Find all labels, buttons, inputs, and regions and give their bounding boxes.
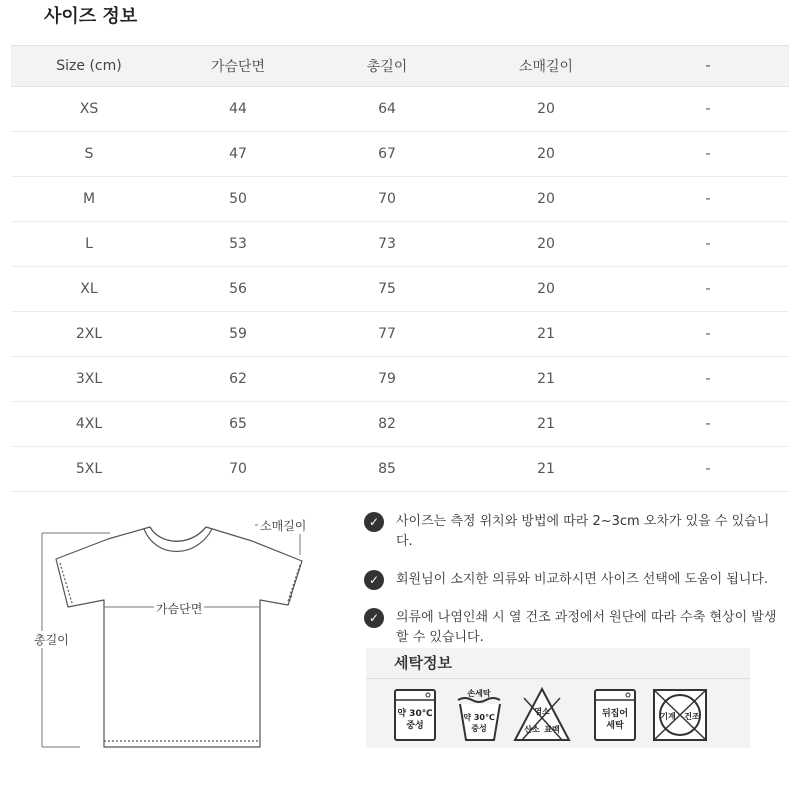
table-row xyxy=(11,357,789,402)
check-icon: ✓ xyxy=(364,570,384,590)
cell-extra: - xyxy=(627,447,789,492)
svg-text:염소: 염소 xyxy=(534,707,550,716)
header-extra: - xyxy=(627,46,789,87)
cell-extra: - xyxy=(627,267,789,312)
cell-sleeve: 20 xyxy=(465,177,627,222)
no-bleach-icon xyxy=(512,686,568,744)
cell-sleeve: 21 xyxy=(465,357,627,402)
cell-length: 85 xyxy=(309,447,465,492)
cell-length: 67 xyxy=(309,132,465,177)
size-notes xyxy=(364,512,784,666)
chest-width-label: 가슴단면 xyxy=(156,602,203,616)
hand-wash-30-icon xyxy=(452,686,508,744)
cell-chest: 59 xyxy=(167,312,309,357)
table-row xyxy=(11,132,789,177)
cell-size: XS xyxy=(11,87,167,132)
cell-chest: 65 xyxy=(167,402,309,447)
svg-text:약 30℃: 약 30℃ xyxy=(397,709,433,719)
cell-size: 2XL xyxy=(11,312,167,357)
cell-sleeve: 21 xyxy=(465,312,627,357)
svg-text:표백: 표백 xyxy=(544,725,560,734)
header-size: Size (cm) xyxy=(11,46,167,87)
page-title: 사이즈 정보 xyxy=(44,6,138,27)
cell-length: 73 xyxy=(309,222,465,267)
header-length: 총길이 xyxy=(309,46,465,87)
machine-wash-30-icon xyxy=(388,686,444,744)
care-info xyxy=(366,648,750,748)
cell-sleeve: 20 xyxy=(465,222,627,267)
table-row xyxy=(11,402,789,447)
cell-size: XL xyxy=(11,267,167,312)
svg-text:중성: 중성 xyxy=(471,724,487,733)
cell-sleeve: 20 xyxy=(465,132,627,177)
svg-text:세탁: 세탁 xyxy=(606,721,624,731)
table-row xyxy=(11,177,789,222)
wash-inside-out-icon xyxy=(588,686,644,744)
cell-extra: - xyxy=(627,222,789,267)
no-tumble-dry-icon xyxy=(650,686,706,744)
cell-chest: 44 xyxy=(167,87,309,132)
cell-chest: 53 xyxy=(167,222,309,267)
size-table xyxy=(11,45,789,492)
table-row xyxy=(11,312,789,357)
cell-size: L xyxy=(11,222,167,267)
svg-text:건조: 건조 xyxy=(684,712,700,721)
cell-extra: - xyxy=(627,177,789,222)
table-header-row xyxy=(11,46,789,87)
cell-chest: 62 xyxy=(167,357,309,402)
cell-extra: - xyxy=(627,312,789,357)
cell-length: 70 xyxy=(309,177,465,222)
note-item xyxy=(364,570,784,590)
measurement-diagram xyxy=(20,505,320,765)
cell-sleeve: 20 xyxy=(465,87,627,132)
cell-length: 64 xyxy=(309,87,465,132)
svg-text:기계: 기계 xyxy=(660,712,676,721)
cell-chest: 56 xyxy=(167,267,309,312)
svg-text:산소: 산소 xyxy=(524,725,540,734)
check-icon: ✓ xyxy=(364,608,384,628)
cell-extra: - xyxy=(627,357,789,402)
sleeve-length-label: 소매길이 xyxy=(260,519,307,533)
svg-text:뒤집어: 뒤집어 xyxy=(601,709,629,719)
note-item xyxy=(364,512,784,552)
cell-chest: 50 xyxy=(167,177,309,222)
cell-length: 75 xyxy=(309,267,465,312)
svg-text:중성: 중성 xyxy=(406,721,424,731)
table-row xyxy=(11,447,789,492)
cell-length: 82 xyxy=(309,402,465,447)
cell-length: 79 xyxy=(309,357,465,402)
cell-sleeve: 21 xyxy=(465,447,627,492)
cell-size: 3XL xyxy=(11,357,167,402)
svg-text:약 30℃: 약 30℃ xyxy=(463,713,495,722)
note-text: 회원님이 소지한 의류와 비교하시면 사이즈 선택에 도움이 됩니다. xyxy=(396,572,769,587)
table-row xyxy=(11,222,789,267)
header-sleeve: 소매길이 xyxy=(465,46,627,87)
note-text: 의류에 나염인쇄 시 열 건조 과정에서 원단에 따라 수축 현상이 발생할 수 있습니다. xyxy=(396,610,777,645)
cell-extra: - xyxy=(627,402,789,447)
note-item xyxy=(364,608,784,648)
cell-size: M xyxy=(11,177,167,222)
header-chest: 가슴단면 xyxy=(167,46,309,87)
cell-extra: - xyxy=(627,87,789,132)
cell-chest: 47 xyxy=(167,132,309,177)
cell-size: 4XL xyxy=(11,402,167,447)
care-title: 세탁정보 xyxy=(394,654,452,672)
cell-length: 77 xyxy=(309,312,465,357)
cell-extra: - xyxy=(627,132,789,177)
svg-text:손세탁: 손세탁 xyxy=(467,689,491,698)
cell-chest: 70 xyxy=(167,447,309,492)
check-icon: ✓ xyxy=(364,512,384,532)
cell-size: 5XL xyxy=(11,447,167,492)
note-text: 사이즈는 측정 위치와 방법에 따라 2~3cm 오차가 있을 수 있습니다. xyxy=(396,514,770,549)
cell-sleeve: 21 xyxy=(465,402,627,447)
total-length-label: 총길이 xyxy=(34,633,69,647)
table-row xyxy=(11,87,789,132)
table-row xyxy=(11,267,789,312)
cell-sleeve: 20 xyxy=(465,267,627,312)
divider xyxy=(366,678,750,679)
cell-size: S xyxy=(11,132,167,177)
